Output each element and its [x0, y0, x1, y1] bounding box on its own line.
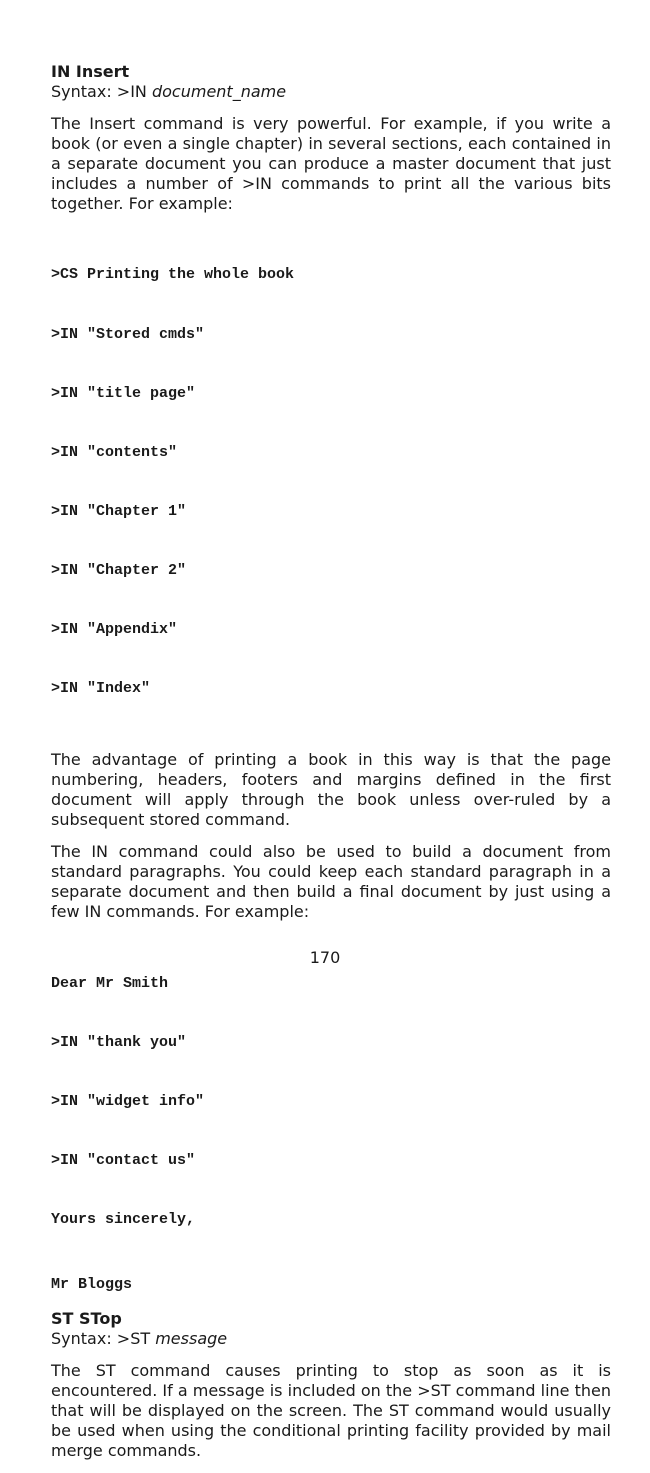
section-heading-stop: ST STop — [51, 1309, 122, 1329]
code-line: >IN "Index" — [51, 680, 151, 698]
syntax-argument: message — [155, 1329, 228, 1349]
code-line: Yours sincerely, — [51, 1211, 196, 1229]
syntax-prefix: Syntax: >IN — [51, 82, 152, 101]
code-line: >IN "thank you" — [51, 1033, 187, 1051]
code-line: >IN "Chapter 1" — [51, 502, 187, 520]
code-block-letter — [51, 934, 611, 1269]
code-line: >IN "widget info" — [51, 1092, 205, 1110]
syntax-argument: document_name — [151, 82, 287, 101]
paragraph-standard-paragraphs: The IN command could also be used to build a document from standard paragraphs. You could keep each standard paragraph in a separate document and then build a final document by just using a few IN commands. For example: — [51, 842, 611, 922]
page-number: 170 — [309, 948, 341, 967]
section-heading-insert: IN Insert — [51, 62, 130, 81]
signoff-name: Mr Bloggs — [51, 1276, 133, 1294]
syntax-line-stop — [51, 1329, 611, 1349]
code-line: >IN "title page" — [51, 384, 196, 402]
page-content — [51, 62, 611, 1473]
code-line: >IN "Chapter 2" — [51, 561, 187, 579]
code-line: >IN "contact us" — [51, 1152, 196, 1170]
syntax-line-insert — [51, 82, 611, 102]
paragraph-stop: The ST command causes printing to stop as soon as it is encountered. If a message is included on the >ST command line then that will be displayed on the screen. The ST command would usually be used when using the conditional printing facility provided by mail merge commands. — [51, 1361, 611, 1461]
paragraph-insert-intro: The Insert command is very powerful. For example, if you write a book (or even a single chapter) in several sections, each contained in a separate document you can produce a master document that just includes a number of >IN commands to print all the various bits together. For example: — [51, 114, 611, 213]
syntax-prefix: Syntax: >ST — [51, 1329, 156, 1349]
paragraph-advantage: The advantage of printing a book in this way is that the page numbering, headers, footers and margins defined in the first document will apply through the book unless over-ruled by a subsequent stored command. — [51, 750, 611, 830]
code-line: >IN "Appendix" — [51, 621, 178, 639]
code-block-book — [51, 226, 611, 738]
code-line: >IN "contents" — [51, 443, 178, 461]
code-line: >IN "Stored cmds" — [51, 325, 205, 343]
code-line: >CS Printing the whole book — [51, 266, 295, 284]
code-line: Dear Mr Smith — [51, 974, 169, 992]
